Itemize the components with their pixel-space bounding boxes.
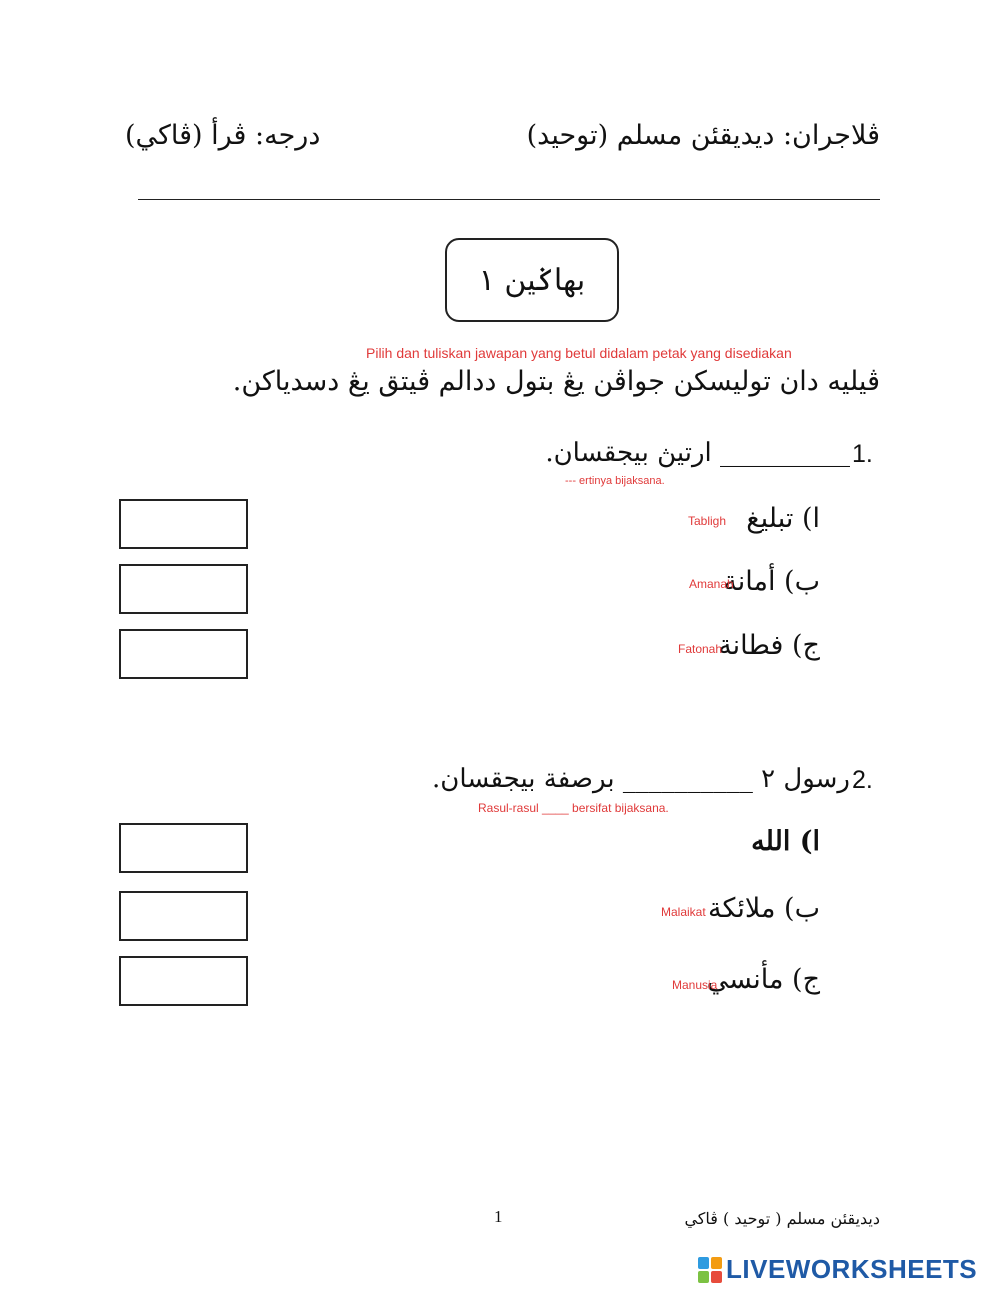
q1-option-a-hint: Tabligh	[688, 514, 727, 528]
page-number: 1	[494, 1207, 503, 1226]
footer-course: ديديقئن مسلم ( توحيد ) ڤاكي	[684, 1209, 880, 1228]
q2-option-b-hint: Malaikat	[661, 905, 706, 919]
section-title: بهاݢين ١	[478, 262, 586, 298]
q1-option-a-label: ا) تبليغ	[746, 503, 820, 534]
section-title-box	[445, 238, 619, 322]
q2-option-c-hint: Manusia	[672, 978, 718, 992]
q1-option-c-hint: Fatonah	[678, 642, 723, 656]
question-1-hint: --- ertinya bijaksana.	[565, 475, 665, 487]
q1-option-c-label: ج) فطانة	[718, 630, 820, 661]
subject-title: ڤلاجران: ديديقئن مسلم (توحيد)	[526, 120, 880, 151]
question-1-text: __________ ارتيڽ بيجقسان.	[545, 438, 850, 468]
liveworksheets-brand	[698, 1254, 977, 1285]
q2-answer-box-c[interactable]	[119, 956, 248, 1006]
q1-option-b-label: ب) أمانة	[723, 566, 820, 597]
question-2-hint: Rasul-rasul ____ bersifat bijaksana.	[478, 801, 669, 815]
grade-label: درجه: ڤرأ (ڤاكي)	[125, 120, 321, 151]
q1-answer-box-b[interactable]	[119, 564, 248, 614]
q2-option-c-label: ج) مأنسي	[706, 964, 820, 995]
q1-answer-box-a[interactable]	[119, 499, 248, 549]
q2-option-a-label: ا) الله	[751, 826, 820, 857]
q1-option-b-hint: Amanah	[689, 577, 734, 591]
instruction-jawi: ڤيليه دان توليسكن جواڤن يڠ بتول ددالم ڤيتق يڠ دسدياكن.	[232, 366, 880, 397]
q2-answer-box-b[interactable]	[119, 891, 248, 941]
question-2-text: رسول ٢ __________ برصفة بيجقسان.	[432, 764, 850, 794]
question-1-number: 1.	[852, 440, 873, 468]
liveworksheets-logo-icon	[698, 1257, 722, 1283]
header-divider	[138, 199, 880, 200]
instruction-malay: Pilih dan tuliskan jawapan yang betul didalam petak yang disediakan	[366, 345, 792, 361]
q2-option-b-label: ب) ملائكة	[707, 893, 820, 924]
q2-answer-box-a[interactable]	[119, 823, 248, 873]
brand-name: LIVEWORKSHEETS	[726, 1254, 978, 1284]
q1-answer-box-c[interactable]	[119, 629, 248, 679]
question-2-number: 2.	[852, 766, 873, 794]
